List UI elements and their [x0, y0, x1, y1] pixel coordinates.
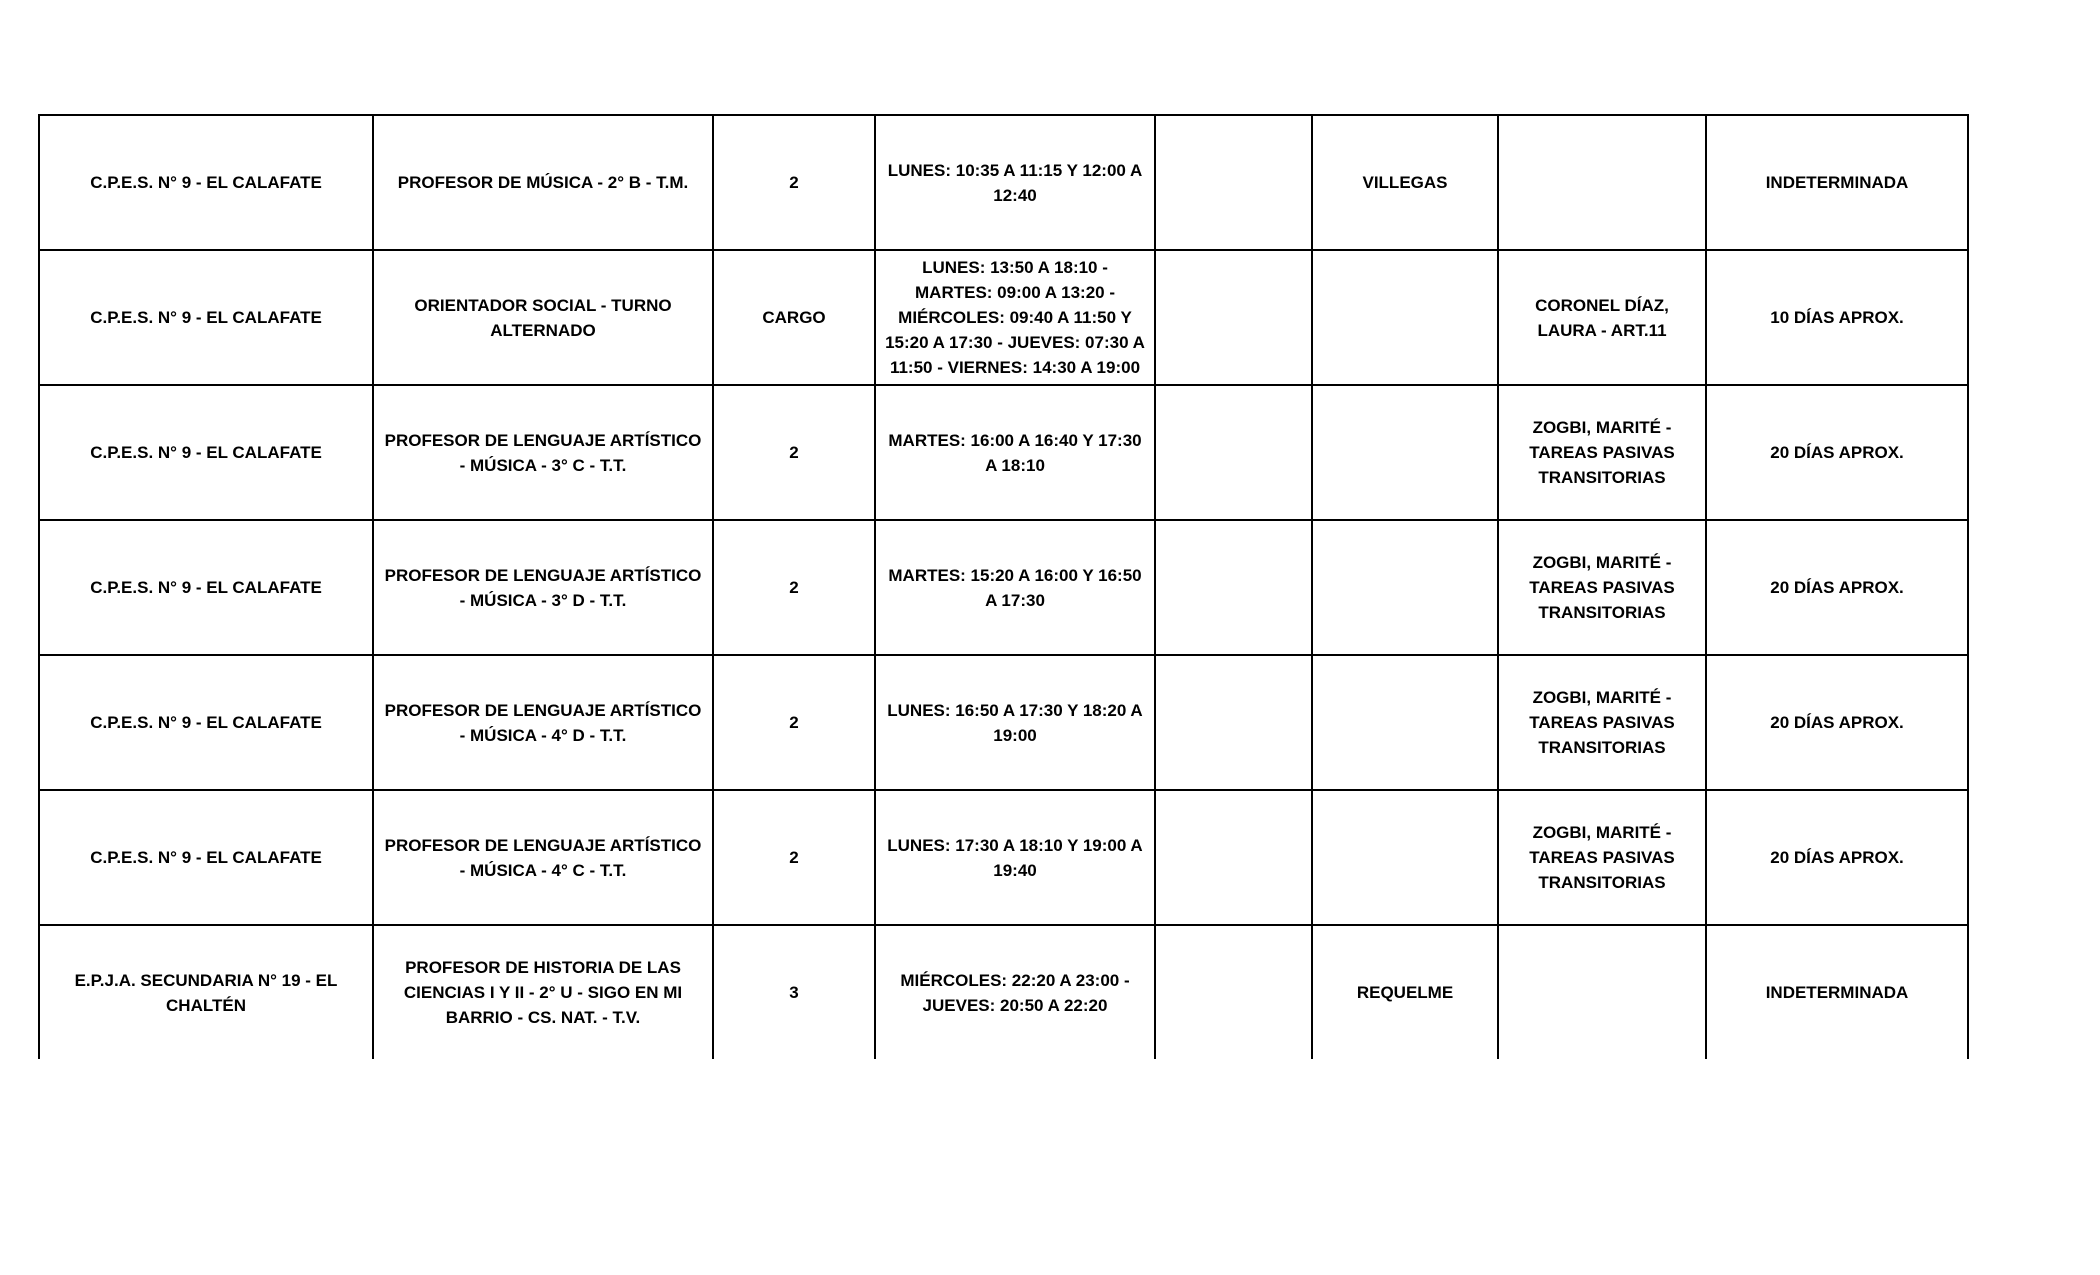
position-cell: PROFESOR DE HISTORIA DE LAS CIENCIAS I Y II - 2° U - SIGO EN MI BARRIO - CS. NAT. - T.V.: [373, 925, 713, 1059]
table-row: [39, 385, 1968, 520]
empty-cell: [1155, 520, 1312, 655]
replaces-cell: ZOGBI, MARITÉ - TAREAS PASIVAS TRANSITORIAS: [1498, 520, 1706, 655]
school-cell: E.P.J.A. SECUNDARIA N° 19 - EL CHALTÉN: [39, 925, 373, 1059]
table-row: [39, 115, 1968, 250]
replaces-cell: ZOGBI, MARITÉ - TAREAS PASIVAS TRANSITORIAS: [1498, 655, 1706, 790]
duration-cell: 20 DÍAS APROX.: [1706, 520, 1968, 655]
teacher-cell: [1312, 385, 1498, 520]
replaces-cell: [1498, 115, 1706, 250]
teacher-cell: REQUELME: [1312, 925, 1498, 1059]
schedule-cell: LUNES: 13:50 A 18:10 - MARTES: 09:00 A 13:20 - MIÉRCOLES: 09:40 A 11:50 Y 15:20 A 17:30 - JUEVES: 07:30 A 11:50 - VIERNES: 14:30 A 19:00: [875, 250, 1155, 385]
schedule-cell: MARTES: 15:20 A 16:00 Y 16:50 A 17:30: [875, 520, 1155, 655]
position-cell: PROFESOR DE LENGUAJE ARTÍSTICO - MÚSICA - 3° C - T.T.: [373, 385, 713, 520]
empty-cell: [1155, 925, 1312, 1059]
schedule-cell: LUNES: 10:35 A 11:15 Y 12:00 A 12:40: [875, 115, 1155, 250]
replaces-cell: [1498, 925, 1706, 1059]
duration-cell: 10 DÍAS APROX.: [1706, 250, 1968, 385]
empty-cell: [1155, 115, 1312, 250]
duration-cell: 20 DÍAS APROX.: [1706, 790, 1968, 925]
duration-cell: 20 DÍAS APROX.: [1706, 655, 1968, 790]
hours-cell: 2: [713, 520, 875, 655]
duration-cell: INDETERMINADA: [1706, 115, 1968, 250]
empty-cell: [1155, 790, 1312, 925]
schedule-cell: LUNES: 17:30 A 18:10 Y 19:00 A 19:40: [875, 790, 1155, 925]
schedule-cell: MARTES: 16:00 A 16:40 Y 17:30 A 18:10: [875, 385, 1155, 520]
position-cell: PROFESOR DE MÚSICA - 2° B - T.M.: [373, 115, 713, 250]
empty-cell: [1155, 250, 1312, 385]
school-cell: C.P.E.S. N° 9 - EL CALAFATE: [39, 250, 373, 385]
replaces-cell: CORONEL DÍAZ, LAURA - ART.11: [1498, 250, 1706, 385]
duration-cell: 20 DÍAS APROX.: [1706, 385, 1968, 520]
teacher-cell: VILLEGAS: [1312, 115, 1498, 250]
position-cell: PROFESOR DE LENGUAJE ARTÍSTICO - MÚSICA - 3° D - T.T.: [373, 520, 713, 655]
table-row: [39, 250, 1968, 385]
teacher-cell: [1312, 250, 1498, 385]
empty-cell: [1155, 655, 1312, 790]
school-cell: C.P.E.S. N° 9 - EL CALAFATE: [39, 655, 373, 790]
table-row: [39, 520, 1968, 655]
duration-cell: INDETERMINADA: [1706, 925, 1968, 1059]
teacher-cell: [1312, 655, 1498, 790]
position-cell: PROFESOR DE LENGUAJE ARTÍSTICO - MÚSICA - 4° D - T.T.: [373, 655, 713, 790]
hours-cell: CARGO: [713, 250, 875, 385]
replaces-cell: ZOGBI, MARITÉ - TAREAS PASIVAS TRANSITORIAS: [1498, 385, 1706, 520]
table-row: [39, 655, 1968, 790]
position-cell: ORIENTADOR SOCIAL - TURNO ALTERNADO: [373, 250, 713, 385]
empty-cell: [1155, 385, 1312, 520]
schedule-cell: MIÉRCOLES: 22:20 A 23:00 - JUEVES: 20:50 A 22:20: [875, 925, 1155, 1059]
school-cell: C.P.E.S. N° 9 - EL CALAFATE: [39, 790, 373, 925]
school-cell: C.P.E.S. N° 9 - EL CALAFATE: [39, 115, 373, 250]
table-row: [39, 790, 1968, 925]
schedule-cell: LUNES: 16:50 A 17:30 Y 18:20 A 19:00: [875, 655, 1155, 790]
hours-cell: 2: [713, 385, 875, 520]
school-cell: C.P.E.S. N° 9 - EL CALAFATE: [39, 385, 373, 520]
school-cell: C.P.E.S. N° 9 - EL CALAFATE: [39, 520, 373, 655]
hours-cell: 2: [713, 790, 875, 925]
table-row: [39, 925, 1968, 1059]
hours-cell: 3: [713, 925, 875, 1059]
hours-cell: 2: [713, 655, 875, 790]
vacancies-table: [38, 114, 1969, 1059]
hours-cell: 2: [713, 115, 875, 250]
position-cell: PROFESOR DE LENGUAJE ARTÍSTICO - MÚSICA - 4° C - T.T.: [373, 790, 713, 925]
teacher-cell: [1312, 790, 1498, 925]
replaces-cell: ZOGBI, MARITÉ - TAREAS PASIVAS TRANSITORIAS: [1498, 790, 1706, 925]
teacher-cell: [1312, 520, 1498, 655]
